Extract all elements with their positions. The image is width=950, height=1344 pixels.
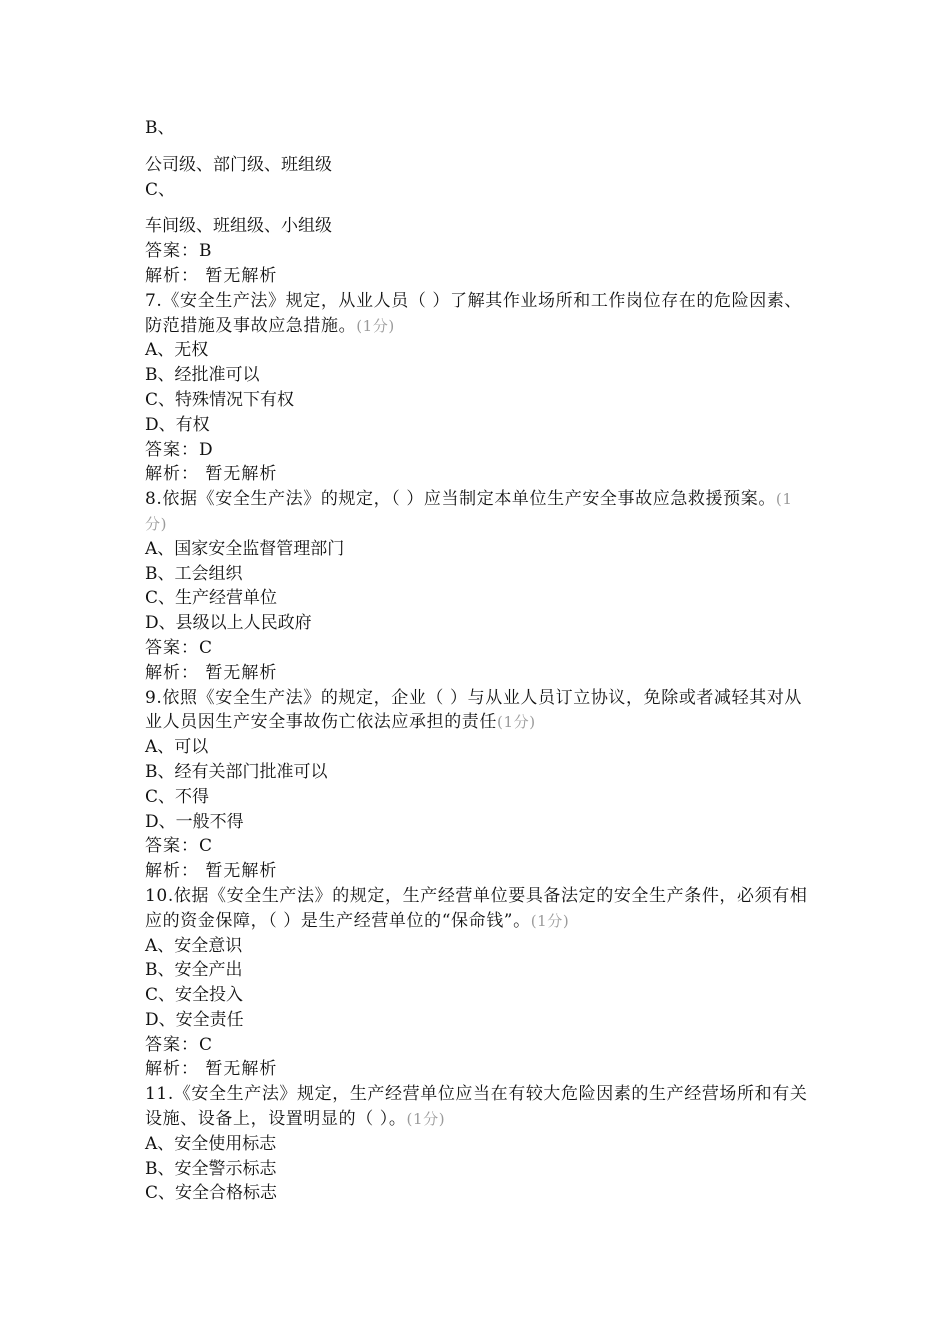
option-b: B、工会组织 — [145, 563, 243, 584]
question-score: (1分) — [356, 316, 395, 335]
option-b: B、经批准可以 — [145, 365, 260, 386]
option-d: D、县级以上人民政府 — [145, 613, 312, 634]
option-a: A、安全使用标志 — [145, 1133, 277, 1154]
question-text: 9.依照《安全生产法》的规定，企业（ ）与从业人员订立协议，免除或者减轻其对从业人员因生产安全事故伤亡依法应承担的责任(1分) — [145, 687, 803, 733]
analysis-line: 解析： 暂无解析 — [145, 464, 278, 485]
analysis-line: 解析： 暂无解析 — [145, 265, 278, 286]
question-score: (1分) — [497, 713, 536, 732]
analysis-line: 解析： 暂无解析 — [145, 861, 278, 882]
option-a: A、国家安全监督管理部门 — [145, 538, 345, 559]
analysis-line: 解析： 暂无解析 — [145, 662, 278, 683]
document-page — [145, 116, 810, 1206]
question-text: 8.依据《安全生产法》的规定，（ ）应当制定本单位生产安全事故应急救援预案。(1分) — [145, 489, 793, 533]
option-a: A、可以 — [145, 737, 209, 758]
option-d: D、有权 — [145, 414, 210, 435]
question-text: 7.《安全生产法》规定，从业人员（ ）了解其作业场所和工作岗位存在的危险因素、防范措施及事故应急措施。(1分) — [145, 290, 803, 336]
analysis-line: 解析： 暂无解析 — [145, 1059, 278, 1080]
answer-line: 答案：D — [145, 439, 214, 460]
option-b: B、安全警示标志 — [145, 1158, 277, 1179]
question-score: (1分) — [530, 911, 570, 930]
option-c-letter: C、 — [145, 179, 176, 200]
answer-line: 答案：B — [145, 241, 213, 262]
question-text: 10.依据《安全生产法》的规定，生产经营单位要具备法定的安全生产条件，必须有相应的资金保障，（ ）是生产经营单位的“保命钱”。(1分) — [145, 885, 808, 931]
option-d: D、安全责任 — [145, 1009, 244, 1030]
option-b-text: 公司级、部门级、班组级 — [145, 154, 332, 175]
answer-line: 答案：C — [145, 836, 214, 857]
option-c: C、特殊情况下有权 — [145, 389, 295, 410]
answer-line: 答案：C — [145, 637, 214, 658]
option-a: A、无权 — [145, 340, 209, 361]
option-c: C、安全投入 — [145, 985, 244, 1006]
option-c-text: 车间级、班组级、小组级 — [145, 216, 332, 237]
answer-line: 答案：C — [145, 1034, 214, 1055]
option-d: D、一般不得 — [145, 811, 244, 832]
option-a: A、安全意识 — [145, 935, 243, 956]
option-b-letter: B、 — [145, 118, 175, 138]
question-score: (1分) — [406, 1110, 446, 1129]
option-c: C、生产经营单位 — [145, 588, 278, 609]
option-b: B、经有关部门批准可以 — [145, 761, 328, 782]
question-text: 11.《安全生产法》规定，生产经营单位应当在有较大危险因素的生产经营场所和有关设施、设备上，设置明显的（ ）。(1分) — [145, 1084, 808, 1130]
question-score: (1分) — [145, 490, 793, 533]
option-c: C、安全合格标志 — [145, 1183, 278, 1204]
option-c: C、不得 — [145, 786, 210, 807]
option-b: B、安全产出 — [145, 960, 243, 981]
